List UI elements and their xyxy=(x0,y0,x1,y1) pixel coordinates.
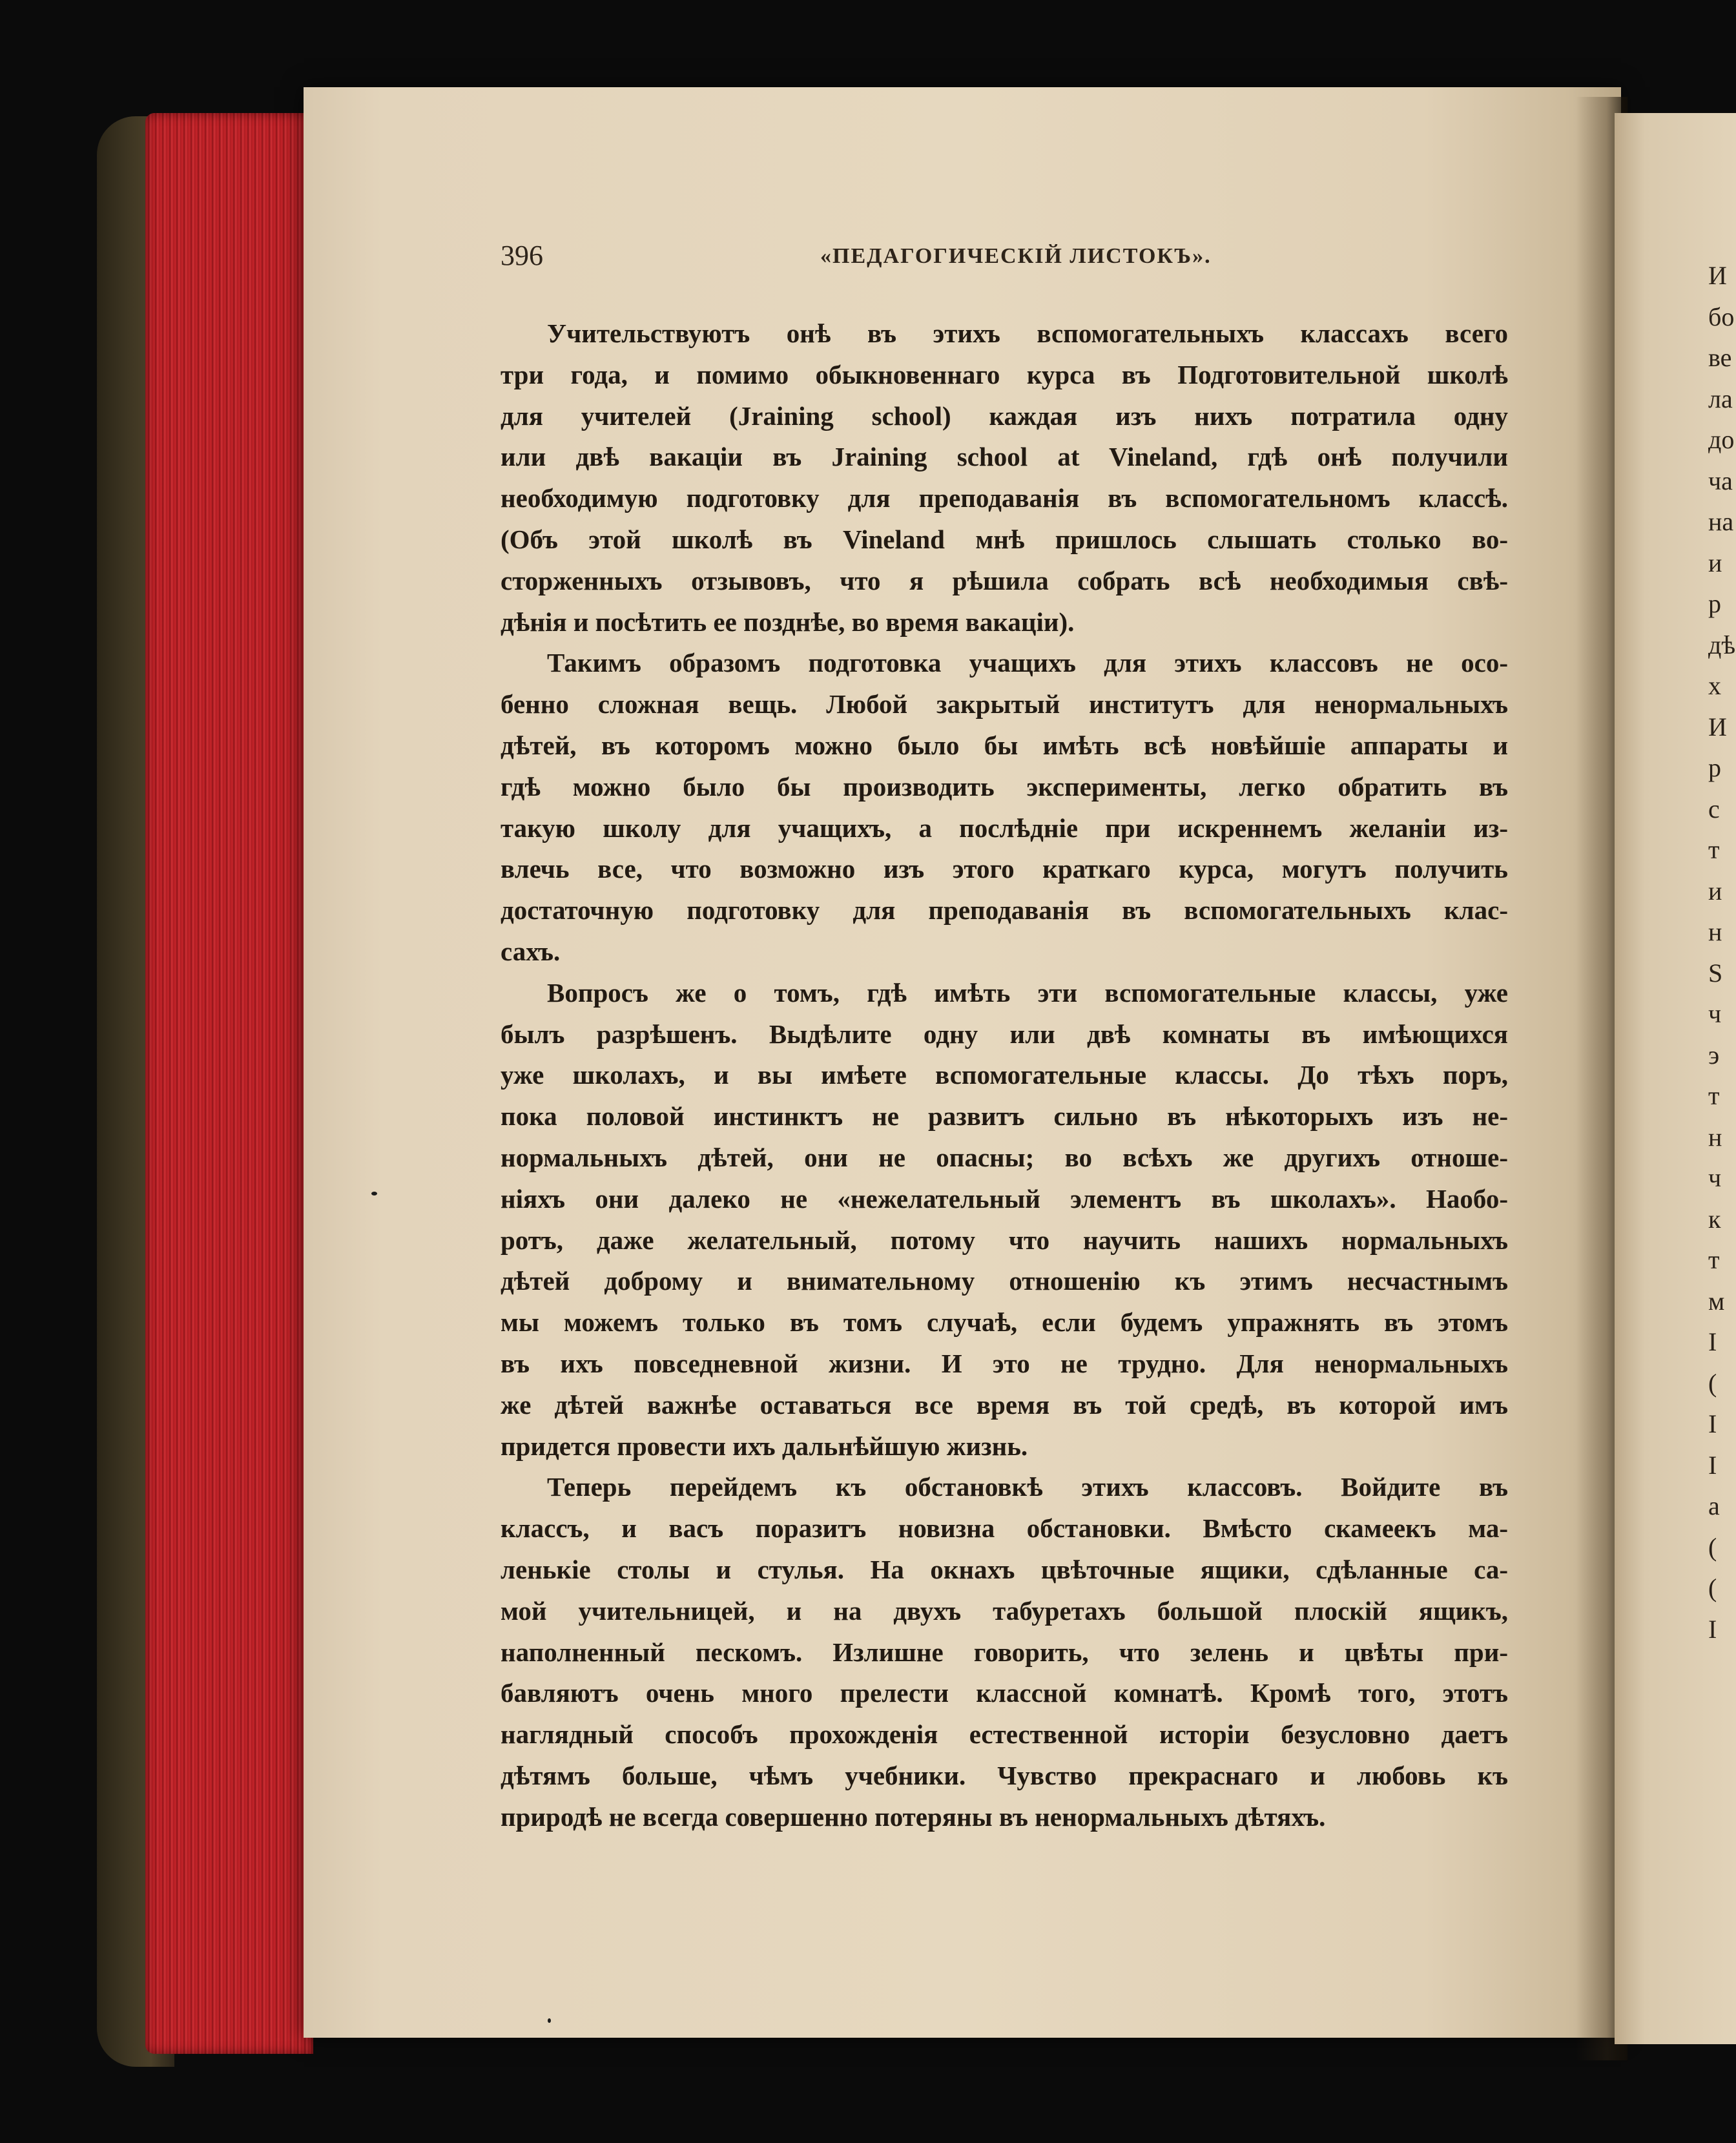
text-line: наполненный пескомъ. Излишне говорить, что зелень и цвѣты при- xyxy=(501,1637,1508,1667)
text-line: нормальныхъ дѣтей, они не опасны; во всѣхъ же другихъ отноше- xyxy=(501,1142,1508,1172)
facing-text-fragment: ве xyxy=(1708,343,1732,372)
facing-text-fragment: I xyxy=(1708,1450,1717,1480)
text-line: былъ разрѣшенъ. Выдѣлите одну или двѣ комнаты въ имѣющихся xyxy=(501,1019,1508,1049)
text-line: классъ, и васъ поразитъ новизна обстановки. Вмѣсто скамеекъ ма- xyxy=(501,1513,1508,1544)
facing-text-fragment: с xyxy=(1708,794,1720,823)
facing-text-fragment: р xyxy=(1708,753,1721,782)
text-line: ленькіе столы и стулья. На окнахъ цвѣточные ящики, сдѣланные са- xyxy=(501,1554,1508,1584)
text-line: мы можемъ только въ томъ случаѣ, если будемъ упражнять въ этомъ xyxy=(501,1307,1508,1338)
facing-text-fragment: I xyxy=(1708,1409,1717,1438)
facing-text-fragment: ча xyxy=(1708,466,1733,495)
text-line: Вопросъ же о томъ, гдѣ имѣть эти вспомогательные классы, уже xyxy=(547,977,1508,1008)
text-line: придется провести ихъ дальнѣйшую жизнь. xyxy=(501,1431,1028,1461)
facing-text-fragment: и xyxy=(1708,548,1722,577)
text-line: пока половой инстинктъ не развитъ сильно въ нѣкоторыхъ изъ не- xyxy=(501,1101,1508,1132)
facing-text-fragment: до xyxy=(1708,425,1735,454)
facing-text-fragment: ла xyxy=(1708,384,1733,413)
facing-text-fragment: И xyxy=(1708,261,1727,290)
facing-page-text xyxy=(1708,255,1736,1934)
text-line: наглядный способъ прохожденія естественной исторіи безусловно даетъ xyxy=(501,1719,1508,1750)
facing-text-fragment: ч xyxy=(1708,999,1722,1028)
text-line: влечь все, что возможно изъ этого краткаго курса, могутъ получить xyxy=(501,854,1508,884)
red-page-edges xyxy=(145,113,313,2054)
text-line: въ ихъ повседневной жизни. И это не трудно. Для ненормальныхъ xyxy=(501,1348,1508,1378)
facing-text-fragment: ( xyxy=(1708,1532,1717,1562)
text-line: Такимъ образомъ подготовка учащихъ для этихъ классовъ не осо- xyxy=(547,648,1508,678)
ink-speck xyxy=(548,2018,551,2023)
text-line: три года, и помимо обыкновеннаго курса въ Подготовительной школѣ xyxy=(501,359,1508,389)
facing-text-fragment: т xyxy=(1708,1245,1720,1274)
facing-text-fragment: р xyxy=(1708,589,1721,618)
text-line: же дѣтей важнѣе оставаться все время въ той средѣ, въ которой имъ xyxy=(501,1389,1508,1420)
ink-speck xyxy=(371,1192,377,1196)
text-line: дѣтей, въ которомъ можно было бы имѣть всѣ новѣйшіе аппараты и xyxy=(501,730,1508,760)
facing-text-fragment: на xyxy=(1708,507,1734,536)
facing-text-fragment: дѣ xyxy=(1708,630,1736,659)
text-line: Учительствуютъ онѣ въ этихъ вспомогательныхъ классахъ всего xyxy=(547,318,1508,348)
text-line: для учителей (Jraining school) каждая изъ нихъ потратила одну xyxy=(501,400,1508,431)
text-line: или двѣ вакаціи въ Jraining school at Vineland, гдѣ онѣ получили xyxy=(501,442,1508,472)
facing-text-fragment: I xyxy=(1708,1614,1717,1644)
facing-text-fragment: н xyxy=(1708,1122,1722,1152)
text-line: необходимую подготовку для преподаванія въ вспомогательномъ классѣ. xyxy=(501,483,1508,513)
running-head xyxy=(501,239,1508,278)
facing-text-fragment: ( xyxy=(1708,1368,1717,1398)
text-line: природѣ не всегда совершенно потеряны въ ненормальныхъ дѣтяхъ. xyxy=(501,1801,1326,1832)
facing-text-fragment: т xyxy=(1708,835,1720,864)
facing-text-fragment: бо xyxy=(1708,302,1735,331)
text-line: дѣтей доброму и внимательному отношенію къ этимъ несчастнымъ xyxy=(501,1266,1508,1296)
facing-text-fragment: х xyxy=(1708,671,1721,700)
facing-text-fragment: а xyxy=(1708,1491,1720,1520)
text-line: Теперь перейдемъ къ обстановкѣ этихъ классовъ. Войдите въ xyxy=(547,1472,1508,1502)
page-number: 396 xyxy=(501,240,543,271)
text-line: дѣтямъ больше, чѣмъ учебники. Чувство прекраснаго и любовь къ xyxy=(501,1760,1508,1790)
facing-text-fragment: к xyxy=(1708,1204,1721,1234)
facing-text-fragment: ч xyxy=(1708,1163,1722,1192)
facing-text-fragment: ( xyxy=(1708,1573,1717,1602)
text-line: сахъ. xyxy=(501,936,561,966)
facing-text-fragment: т xyxy=(1708,1081,1720,1110)
running-title: «ПЕДАГОГИЧЕСКІЙ ЛИСТОКЪ». xyxy=(820,244,1212,268)
facing-text-fragment: н xyxy=(1708,917,1722,946)
facing-text-fragment: и xyxy=(1708,876,1722,906)
text-line: ніяхъ они далеко не «нежелательный элементъ въ школахъ». Наобо- xyxy=(501,1183,1508,1214)
text-line: ротъ, даже желательный, потому что научить нашихъ нормальныхъ xyxy=(501,1225,1508,1255)
text-line: сторженныхъ отзывовъ, что я рѣшила собрать всѣ необходимыя свѣ- xyxy=(501,565,1508,595)
text-line: такую школу для учащихъ, а послѣдніе при искреннемъ желаніи из- xyxy=(501,813,1508,843)
body-text xyxy=(501,313,1508,1838)
text-line: (Объ этой школѣ въ Vineland мнѣ пришлось слышать столько во- xyxy=(501,524,1508,554)
text-line: уже школахъ, и вы имѣете вспомогательные классы. До тѣхъ поръ, xyxy=(501,1060,1508,1090)
facing-text-fragment: И xyxy=(1708,712,1727,741)
facing-text-fragment: I xyxy=(1708,1327,1717,1356)
facing-text-fragment: э xyxy=(1708,1040,1720,1070)
text-line: бенно сложная вещь. Любой закрытый институтъ для ненормальныхъ xyxy=(501,689,1508,720)
text-line: гдѣ можно было бы производить эксперименты, легко обратить въ xyxy=(501,771,1508,802)
text-line: бавляютъ очень много прелести классной комнатѣ. Кромѣ того, этотъ xyxy=(501,1678,1508,1708)
text-line: дѣнія и посѣтить ее позднѣе, во время вакаціи). xyxy=(501,606,1075,637)
text-line: достаточную подготовку для преподаванія въ вспомогательныхъ клас- xyxy=(501,895,1508,926)
text-line: мой учительницей, и на двухъ табуретахъ большой плоскій ящикъ, xyxy=(501,1595,1508,1626)
facing-text-fragment: м xyxy=(1708,1286,1725,1316)
facing-text-fragment: S xyxy=(1708,958,1723,988)
